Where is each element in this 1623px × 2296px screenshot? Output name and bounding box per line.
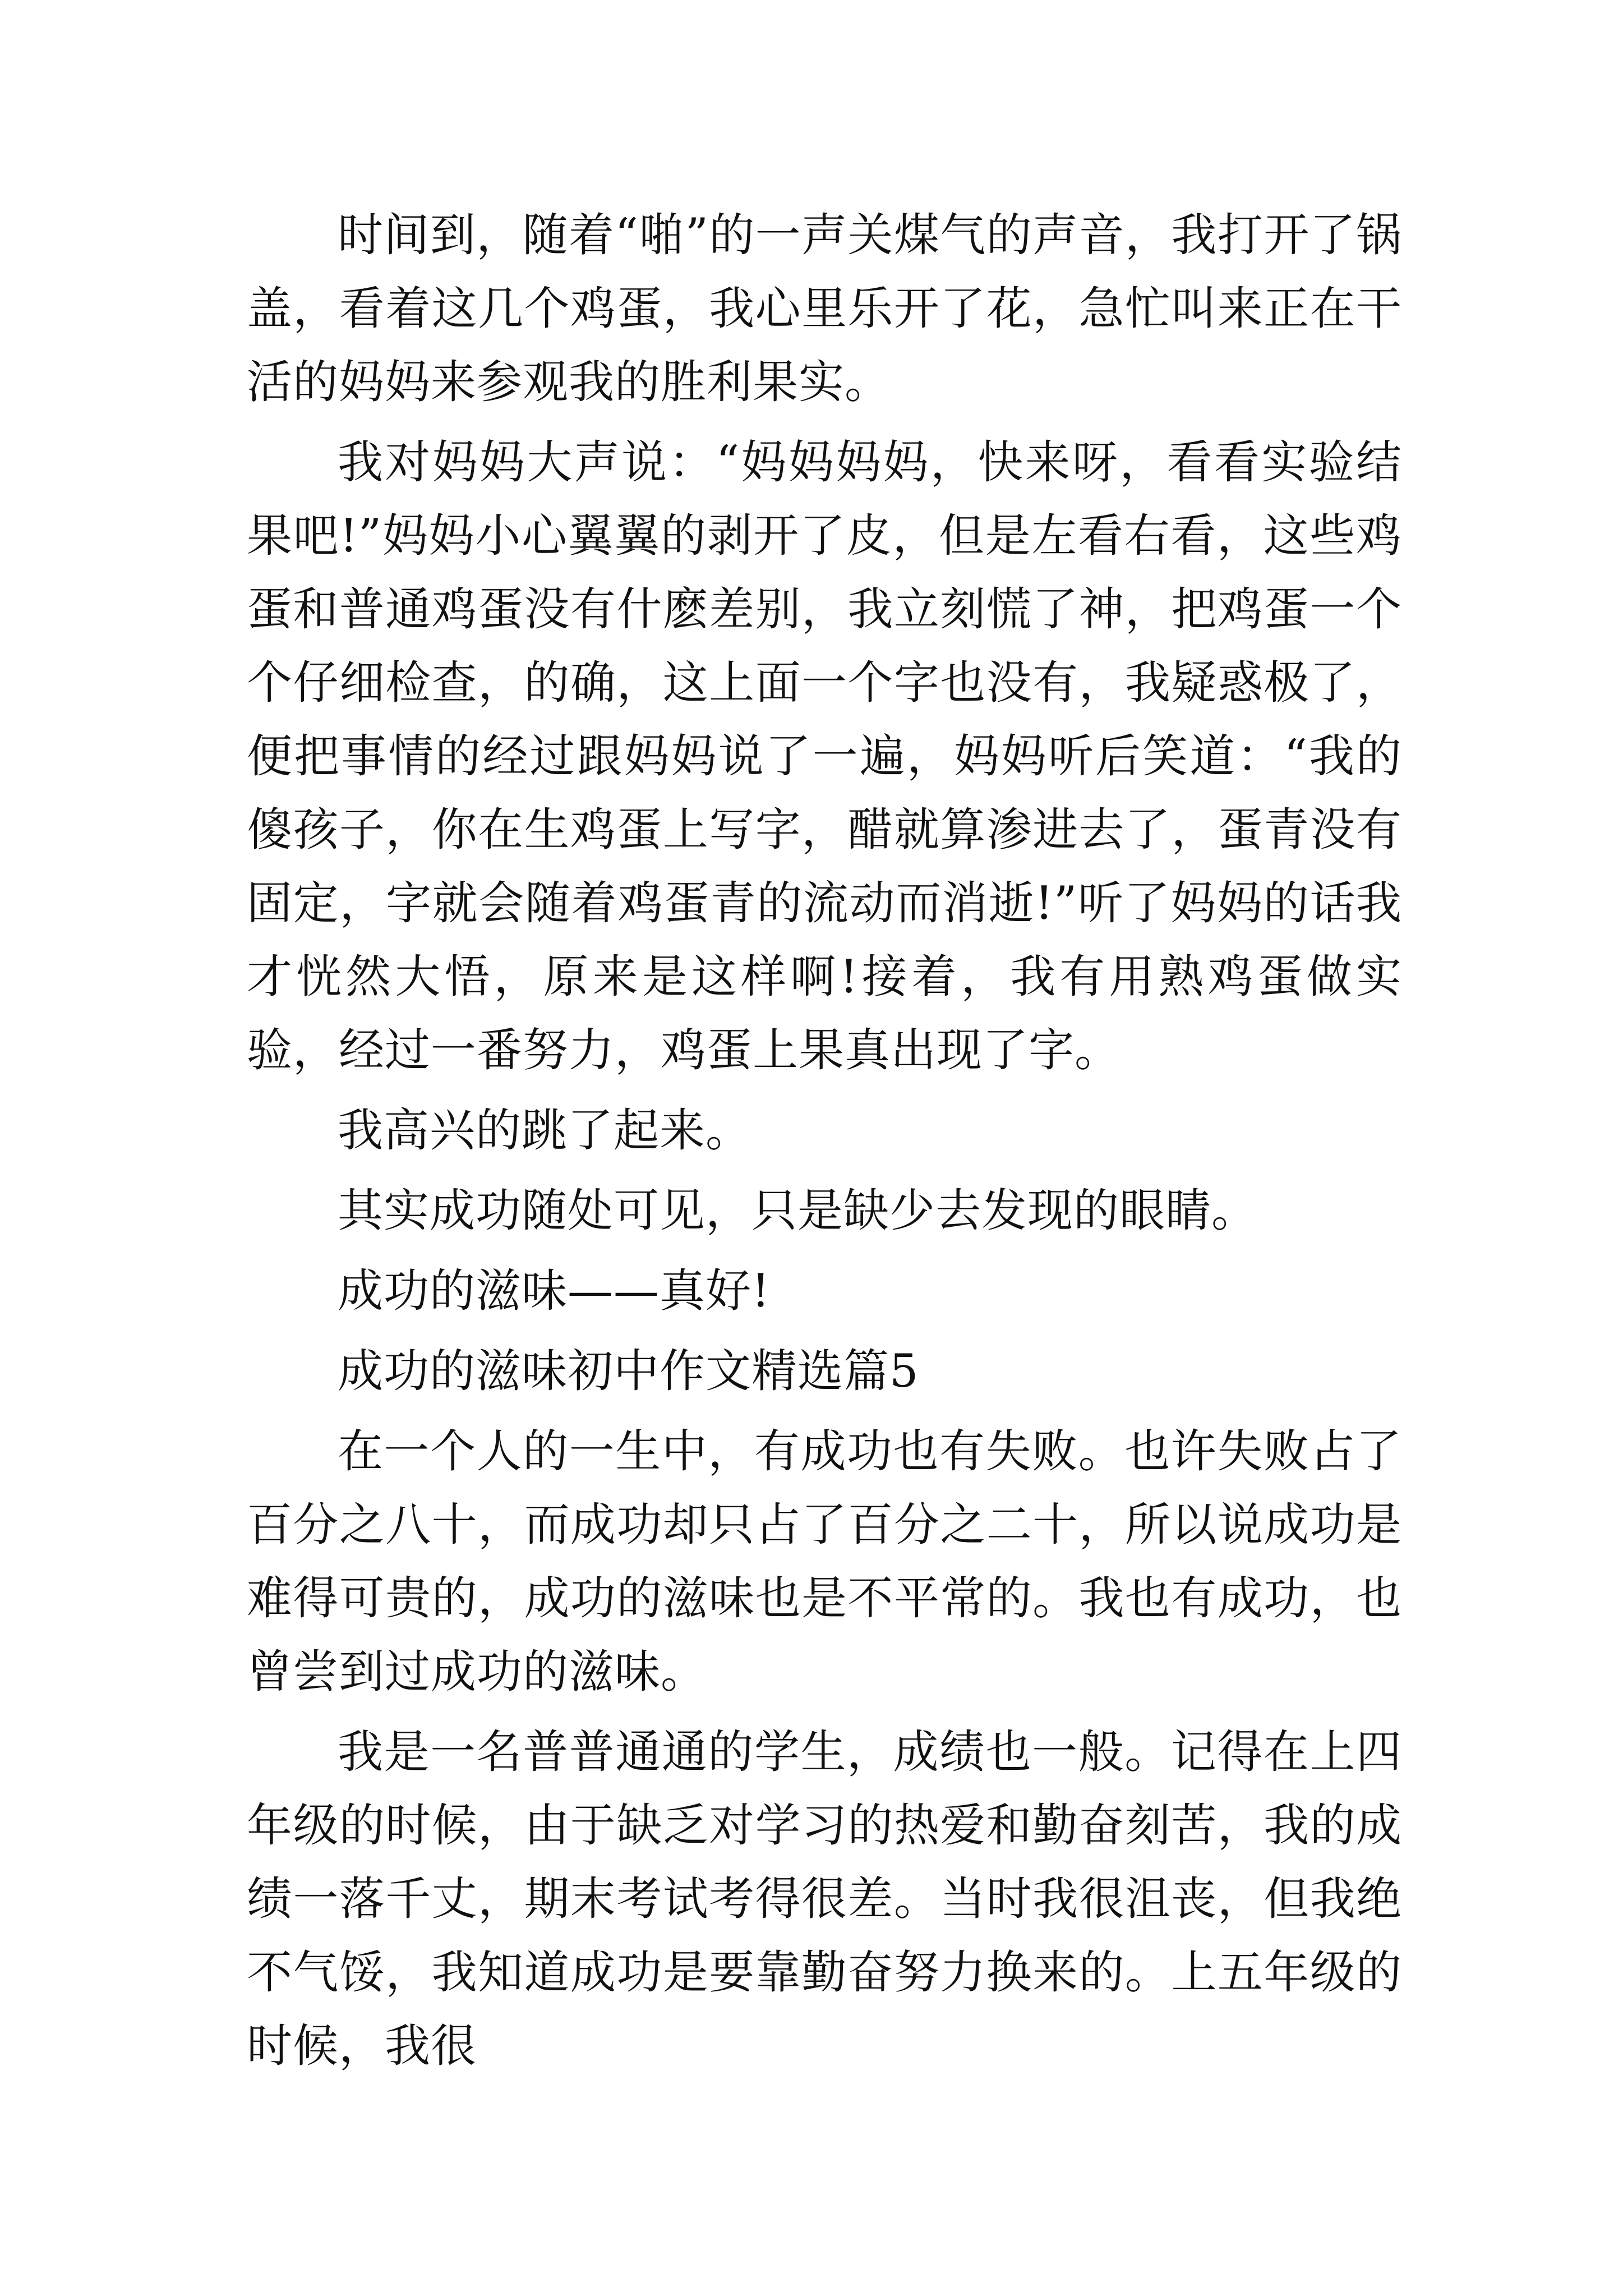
paragraph: 我对妈妈大声说：“妈妈妈妈，快来呀，看看实验结果吧!”妈妈小心翼翼的剥开了皮，但是左看右看，这些鸡蛋和普通鸡蛋没有什麽差别，我立刻慌了神，把鸡蛋一个个仔细检查，的确，这上面一个字也没有，我疑惑极了，便把事情的经过跟妈妈说了一遍，妈妈听后笑道：“我的傻孩子，你在生鸡蛋上写字，醋就算渗进去了，蛋青没有固定，字就会随着鸡蛋青的流动而消逝!”听了妈妈的话我才恍然大悟，原来是这样啊!接着，我有用熟鸡蛋做实验，经过一番努力，鸡蛋上果真出现了字。 <box>247 436 1402 1077</box>
paragraph: 成功的滋味——真好! <box>338 1265 771 1318</box>
paragraph: 我是一名普普通通的学生，成绩也一般。记得在上四年级的时候，由于缺乏对学习的热爱和勤奋刻苦，我的成绩一落千丈，期末考试考得很差。当时我很沮丧，但我绝不气馁，我知道成功是要靠勤奋努力换来的。上五年级的时候，我很 <box>247 1726 1402 2073</box>
paragraph: 其实成功随处可见，只是缺少去发现的眼睛。 <box>338 1185 1258 1237</box>
paragraph: 在一个人的一生中，有成功也有失败。也许失败占了百分之八十，而成功却只占了百分之二十，所以说成功是难得可贵的，成功的滋味也是不平常的。我也有成功，也曾尝到过成功的滋味。 <box>247 1425 1402 1699</box>
section-heading: 成功的滋味初中作文精选篇5 <box>338 1345 919 1398</box>
paragraph: 时间到，随着“啪”的一声关煤气的声音，我打开了锅盖，看着这几个鸡蛋，我心里乐开了花，急忙叫来正在干活的妈妈来参观我的胜利果实。 <box>247 209 1402 409</box>
document-body <box>247 199 1402 2090</box>
paragraph: 我高兴的跳了起来。 <box>338 1105 752 1157</box>
